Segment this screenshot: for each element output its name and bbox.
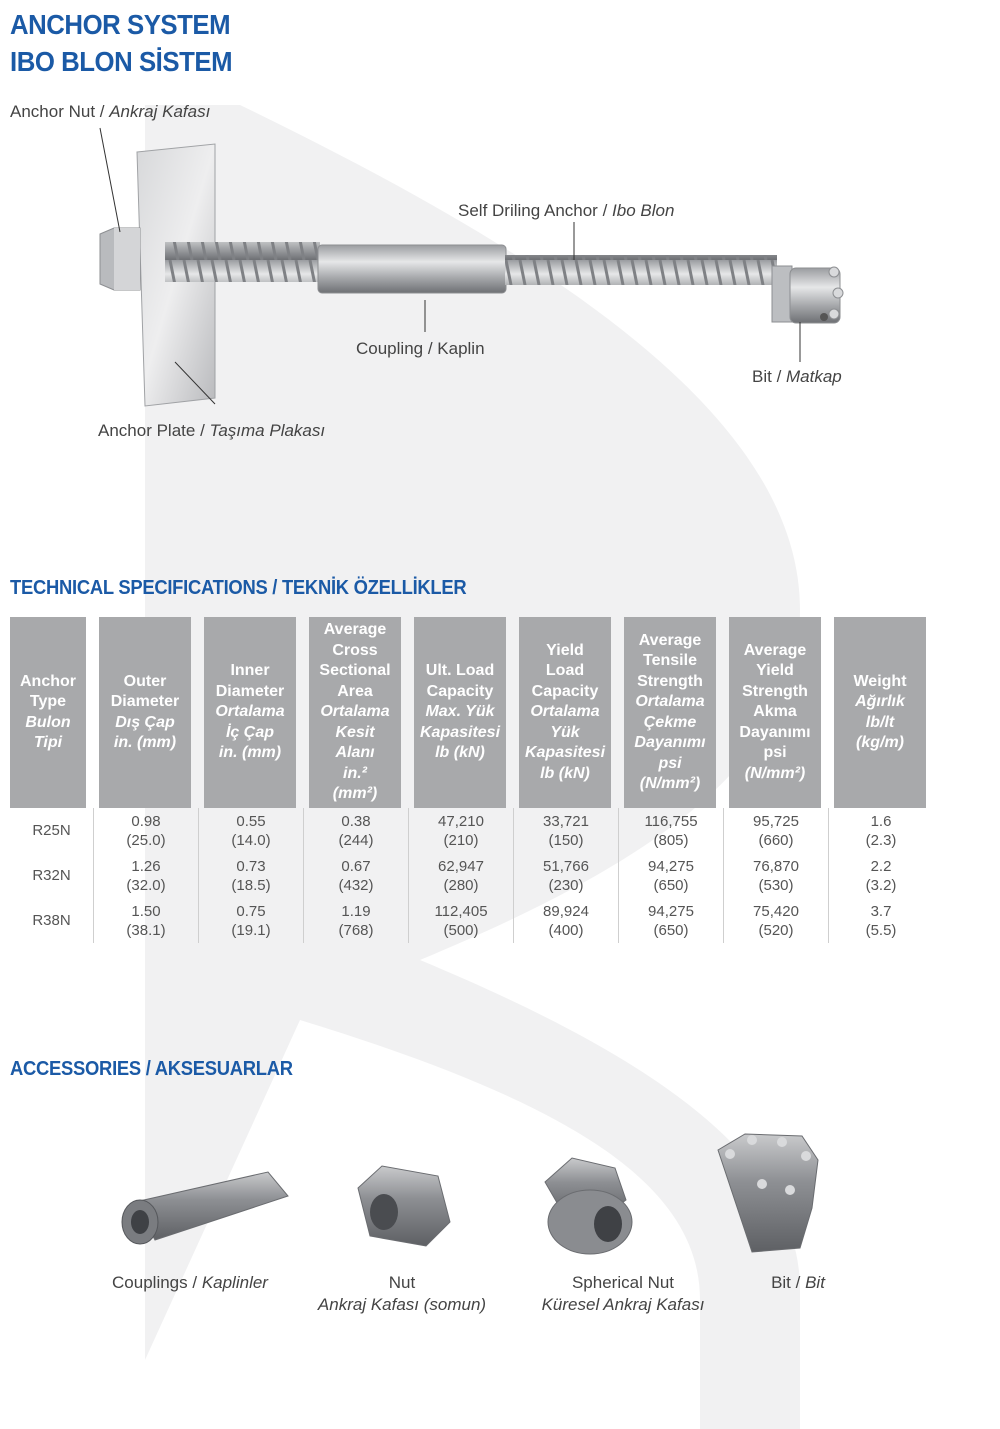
value-imperial: 33,721 <box>543 812 589 830</box>
accessory-label-line1 <box>292 1272 512 1294</box>
value-metric: (18.5) <box>231 876 271 894</box>
value-metric: (660) <box>758 831 794 849</box>
spec-header-tr-line: Ortalama <box>320 703 390 721</box>
spec-header-en-line: Type <box>29 693 67 710</box>
table-cell <box>513 808 618 853</box>
accessory-name-sep: / <box>187 1273 202 1292</box>
accessory-name-en: Bit <box>771 1273 791 1292</box>
table-row <box>10 853 939 898</box>
table-row <box>10 808 939 853</box>
value-imperial: 0.67 <box>341 857 371 875</box>
spec-header-en-line: Tensile <box>643 652 697 669</box>
value-imperial: 76,870 <box>753 857 799 875</box>
spec-header-tr-line: Bulon <box>25 713 71 731</box>
value-metric: (280) <box>443 876 479 894</box>
value-metric: (32.0) <box>126 876 166 894</box>
callout-coupling <box>356 339 485 359</box>
spec-header-tr-line: Ortalama <box>530 703 600 721</box>
value-metric: (25.0) <box>126 831 166 849</box>
table-cell <box>828 853 933 898</box>
spec-header-tr-line: lb/lt <box>865 713 895 731</box>
spec-header-en-line: Load <box>545 662 585 680</box>
value-metric: (2.3) <box>865 831 897 849</box>
spec-header-tr-line: in.² <box>343 764 367 782</box>
value-metric: (210) <box>443 831 479 849</box>
spec-header-en-line: Diameter <box>215 682 285 700</box>
spec-header-en-line: Outer <box>123 672 167 690</box>
table-cell <box>408 853 513 898</box>
value-imperial: 0.73 <box>236 857 266 875</box>
accessory-name-tr: Bit <box>805 1273 825 1292</box>
callout-self-drilling-en: Self Driling Anchor <box>458 201 598 220</box>
value-metric: (805) <box>653 831 689 849</box>
table-cell <box>198 808 303 853</box>
table-cell <box>198 853 303 898</box>
table-cell <box>198 898 303 943</box>
spec-header-tr-line: Kapasitesi <box>419 723 501 741</box>
spec-header-tr-line: Max. Yük <box>425 703 495 721</box>
callout-bit-en: Bit <box>752 367 772 386</box>
spec-header-cell <box>10 617 86 808</box>
value-imperial: 51,766 <box>543 857 589 875</box>
table-cell <box>303 853 408 898</box>
table-cell <box>723 898 828 943</box>
spec-header-tr-line: (N/mm²) <box>744 764 806 782</box>
spec-header-tr-line: Alanı <box>335 744 375 762</box>
value-imperial: 75,420 <box>753 902 799 920</box>
callout-sep: / <box>423 339 438 358</box>
callout-sep: / <box>771 367 787 386</box>
spec-header-cell <box>204 617 296 808</box>
callout-bit-tr: Matkap <box>786 367 842 386</box>
table-cell <box>93 853 198 898</box>
spec-header-tr-line: lb (kN) <box>540 764 590 782</box>
table-cell <box>303 808 408 853</box>
spec-header-tr-line: (N/mm²) <box>639 775 701 792</box>
spec-header-cell <box>309 617 401 808</box>
spec-header-tr-line: Yük <box>550 723 580 741</box>
callout-self-drilling-tr: Ibo Blon <box>612 201 675 220</box>
spec-header-en-line: Average <box>323 621 387 639</box>
callout-bit <box>752 367 842 387</box>
table-cell <box>408 808 513 853</box>
accessory-name-tr-line2: Ankraj Kafası (somun) <box>317 1295 487 1314</box>
spec-header-en-line: Yield <box>546 641 584 659</box>
value-metric: (38.1) <box>126 921 166 939</box>
callout-anchor-nut <box>10 102 210 122</box>
spec-table <box>10 617 939 943</box>
callout-anchor-nut-tr: Ankraj Kafası <box>109 102 211 121</box>
accessory-name-en: Nut <box>388 1273 416 1292</box>
value-imperial: 112,405 <box>434 902 488 920</box>
value-metric: (768) <box>338 921 374 939</box>
accessories-section-title: ACCESSORIES / AKSESUARLAR <box>10 1058 293 1080</box>
value-imperial: 94,275 <box>648 857 694 875</box>
spec-header-en-line: Ult. Load <box>425 662 495 680</box>
drill-bit-icon <box>772 266 843 323</box>
table-cell <box>618 808 723 853</box>
value-imperial: 2.2 <box>870 857 892 875</box>
callout-self-drilling-anchor <box>458 201 674 221</box>
accessory-name-en: Spherical Nut <box>571 1273 675 1292</box>
spec-header-en-line: Dayanımı <box>739 723 811 741</box>
spherical-nut-accessory-icon <box>545 1158 632 1254</box>
callout-coupling-tr: Kaplin <box>437 339 485 358</box>
spec-header-tr-line: Dayanımı <box>634 734 706 751</box>
accessories-images <box>0 1130 1000 1270</box>
value-metric: (400) <box>548 921 584 939</box>
spec-header-en-line: Inner <box>230 662 270 680</box>
spec-header-tr-line: in. (mm) <box>218 744 282 762</box>
coupling-accessory-icon <box>122 1172 288 1244</box>
table-cell <box>93 898 198 943</box>
spec-header-cell <box>99 617 191 808</box>
value-imperial: 1.19 <box>341 902 371 920</box>
table-cell <box>723 808 828 853</box>
value-metric: (520) <box>758 921 794 939</box>
anchor-system-diagram <box>0 100 1000 460</box>
spec-header-tr-line: (mm²) <box>332 785 378 803</box>
value-imperial: 62,947 <box>438 857 484 875</box>
value-metric: (530) <box>758 876 794 894</box>
table-cell <box>723 853 828 898</box>
value-imperial: 1.6 <box>870 812 892 830</box>
spec-header-en-line: Sectional <box>319 662 391 680</box>
spec-header-cell <box>519 617 611 808</box>
spec-header-tr-line: Ağırlık <box>855 693 905 710</box>
table-cell <box>828 808 933 853</box>
spec-header-en-line: Strength <box>742 682 808 700</box>
callout-anchor-plate-en: Anchor Plate <box>98 421 196 440</box>
bit-accessory-icon <box>718 1134 818 1252</box>
anchor-nut-icon <box>100 228 140 290</box>
value-metric: (230) <box>548 876 584 894</box>
callout-anchor-nut-en: Anchor Nut <box>10 102 96 121</box>
table-cell <box>408 898 513 943</box>
spec-header-en-line: Weight <box>853 672 907 690</box>
value-imperial: 1.50 <box>131 902 161 920</box>
anchor-type-cell: R38N <box>32 912 71 929</box>
value-metric: (650) <box>653 921 689 939</box>
spec-header-tr-line: İç Çap <box>225 723 274 741</box>
spec-table-header <box>10 617 939 808</box>
threaded-rod-left <box>165 242 320 282</box>
value-metric: (650) <box>653 876 689 894</box>
spec-header-tr-line: Kapasitesi <box>524 744 606 762</box>
table-cell <box>93 808 198 853</box>
callout-anchor-plate-tr: Taşıma Plakası <box>209 421 326 440</box>
value-metric: (500) <box>443 921 479 939</box>
spec-header-en-line: psi <box>763 744 787 762</box>
spec-header-cell <box>834 617 926 808</box>
spec-header-tr-line: Ortalama <box>215 703 285 721</box>
anchor-type-cell: R25N <box>32 822 71 839</box>
value-imperial: 116,755 <box>644 812 698 830</box>
accessory-name-tr-line2: Küresel Ankraj Kafası <box>541 1295 705 1314</box>
accessory-label <box>292 1272 512 1316</box>
spec-table-body <box>10 808 939 943</box>
value-metric: (14.0) <box>231 831 271 849</box>
value-imperial: 0.75 <box>236 902 266 920</box>
spec-header-tr-line: psi <box>658 754 682 772</box>
spec-header-en-line: Strength <box>637 672 703 690</box>
table-cell <box>513 853 618 898</box>
value-imperial: 3.7 <box>870 902 892 920</box>
page-title-en: ANCHOR SYSTEM <box>10 9 231 40</box>
table-cell <box>513 898 618 943</box>
accessory-name-sep: / <box>790 1273 806 1292</box>
value-metric: (3.2) <box>865 876 897 894</box>
table-cell <box>303 898 408 943</box>
spec-header-tr-line: lb (kN) <box>435 744 485 762</box>
table-cell <box>828 898 933 943</box>
spec-header-en-line: Average <box>638 631 702 649</box>
value-metric: (5.5) <box>865 921 897 939</box>
spec-header-tr-line: Çekme <box>643 713 697 731</box>
accessory-name-tr: Kaplinler <box>201 1273 268 1292</box>
spec-header-en-line: Akma <box>753 703 797 721</box>
value-imperial: 94,275 <box>648 902 694 920</box>
nut-accessory-icon <box>358 1166 450 1246</box>
spec-header-tr-line: in. (mm) <box>113 734 177 751</box>
value-imperial: 89,924 <box>543 902 589 920</box>
value-metric: (19.1) <box>231 921 271 939</box>
spec-header-en-line: Average <box>743 641 807 659</box>
value-metric: (432) <box>338 876 374 894</box>
callout-sep: / <box>597 201 613 220</box>
value-imperial: 1.26 <box>131 857 161 875</box>
spec-header-tr-line: (kg/m) <box>856 734 904 751</box>
spec-header-cell <box>624 617 716 808</box>
page-title-tr: IBO BLON SİSTEM <box>10 46 233 77</box>
spec-header-cell <box>414 617 506 808</box>
table-row <box>10 898 939 943</box>
callout-coupling-en: Coupling <box>356 339 424 358</box>
callout-sep: / <box>195 421 210 440</box>
value-imperial: 0.55 <box>236 812 266 830</box>
spec-header-cell <box>729 617 821 808</box>
spec-header-en-line: Area <box>337 682 373 700</box>
spec-header-en-line: Yield <box>756 662 794 680</box>
value-metric: (150) <box>548 831 584 849</box>
spec-header-tr-line: Dış Çap <box>115 713 175 731</box>
value-imperial: 47,210 <box>438 812 484 830</box>
specs-section-title: TECHNICAL SPECIFICATIONS / TEKNİK ÖZELLİKLER <box>10 577 467 599</box>
spec-header-en-line: Cross <box>332 641 378 659</box>
spec-header-en-line: Capacity <box>426 682 494 700</box>
spec-header-en-line: Anchor <box>20 672 76 690</box>
accessory-label-line1 <box>688 1272 908 1294</box>
threaded-rod-right <box>505 255 777 285</box>
coupling-icon <box>318 245 506 293</box>
spec-header-en-line: Diameter <box>110 693 180 710</box>
accessory-label-line1 <box>80 1272 300 1294</box>
callout-anchor-plate <box>98 421 325 441</box>
value-imperial: 0.98 <box>131 812 161 830</box>
spec-header-en-line: Capacity <box>531 682 599 700</box>
spec-header-tr-line: Ortalama <box>635 693 705 710</box>
value-metric: (244) <box>338 831 374 849</box>
accessory-label <box>688 1272 908 1294</box>
table-cell <box>618 898 723 943</box>
anchor-type-cell: R32N <box>32 867 71 884</box>
accessory-name-en: Couplings <box>112 1273 188 1292</box>
spec-header-tr-line: Tipi <box>33 734 63 751</box>
value-imperial: 0.38 <box>341 812 371 830</box>
table-cell <box>618 853 723 898</box>
spec-header-tr-line: Kesit <box>335 723 375 741</box>
accessory-label <box>80 1272 300 1294</box>
value-imperial: 95,725 <box>753 812 799 830</box>
callout-sep: / <box>95 102 110 121</box>
